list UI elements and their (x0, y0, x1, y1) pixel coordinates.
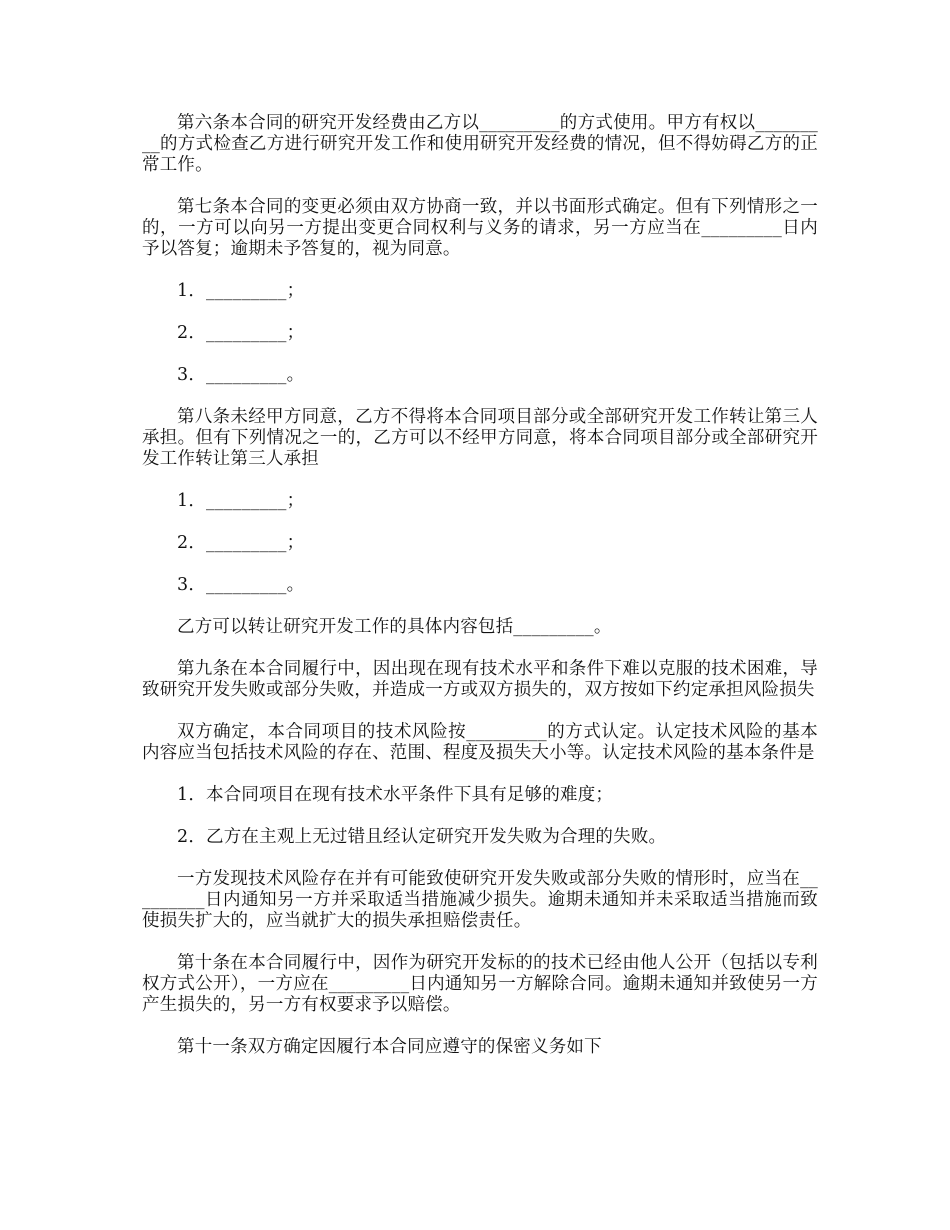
article-8-item-1: 1．_________； (177, 491, 305, 511)
document-body (142, 113, 818, 1079)
risk-condition-item-2: 2．乙方在主观上无过错且经认定研究开发失败为合理的失败。 (177, 827, 667, 847)
article-6-paragraph: 第六条本合同的研究开发经费由乙方以_________的方式使用。甲方有权以_________的方式检查乙方进行研究开发工作和使用研究开发经费的情况，但不得妨碍乙方的正常工作。 (142, 113, 818, 175)
article-7-item-2: 2．_________； (177, 323, 305, 343)
risk-determination-paragraph: 双方确定，本合同项目的技术风险按_________的方式认定。认定技术风险的基本内容应当包括技术风险的存在、范围、程度及损失大小等。认定技术风险的基本条件是 (142, 722, 818, 763)
article-10-paragraph: 第十条在本合同履行中，因作为研究开发标的的技术已经由他人公开（包括以专利权方式公开），一方应在_________日内通知另一方解除合同。逾期未通知并致使另一方产生损失的，另一方有权要求予以赔偿。 (142, 953, 818, 1015)
article-8-item-3: 3．_________。 (177, 575, 305, 595)
article-8-item-2: 2．_________； (177, 533, 305, 553)
risk-condition-item-1: 1．本合同项目在现有技术水平条件下具有足够的难度； (177, 785, 614, 805)
article-7-item-3: 3．_________。 (177, 365, 305, 385)
article-7-paragraph: 第七条本合同的变更必须由双方协商一致，并以书面形式确定。但有下列情形之一的，一方可以向另一方提出变更合同权利与义务的请求，另一方应当在_________日内予以答复；逾期未予答复的，视为同意。 (142, 197, 818, 259)
risk-notice-paragraph: 一方发现技术风险存在并有可能致使研究开发失败或部分失败的情形时，应当在_________日内通知另一方并采取适当措施减少损失。逾期未通知并未采取适当措施而致使损失扩大的，应当就扩大的损失承担赔偿责任。 (142, 869, 818, 931)
article-9-paragraph: 第九条在本合同履行中，因出现在现有技术水平和条件下难以克服的技术困难，导致研究开发失败或部分失败，并造成一方或双方损失的，双方按如下约定承担风险损失 (142, 659, 818, 700)
article-11-paragraph: 第十一条双方确定因履行本合同应遵守的保密义务如下 (177, 1037, 602, 1057)
transfer-content-paragraph: 乙方可以转让研究开发工作的具体内容包括_________。 (177, 617, 612, 637)
article-8-paragraph: 第八条未经甲方同意，乙方不得将本合同项目部分或全部研究开发工作转让第三人承担。但有下列情况之一的，乙方可以不经甲方同意，将本合同项目部分或全部研究开发工作转让第三人承担 (142, 407, 818, 469)
article-7-item-1: 1．_________； (177, 281, 305, 301)
